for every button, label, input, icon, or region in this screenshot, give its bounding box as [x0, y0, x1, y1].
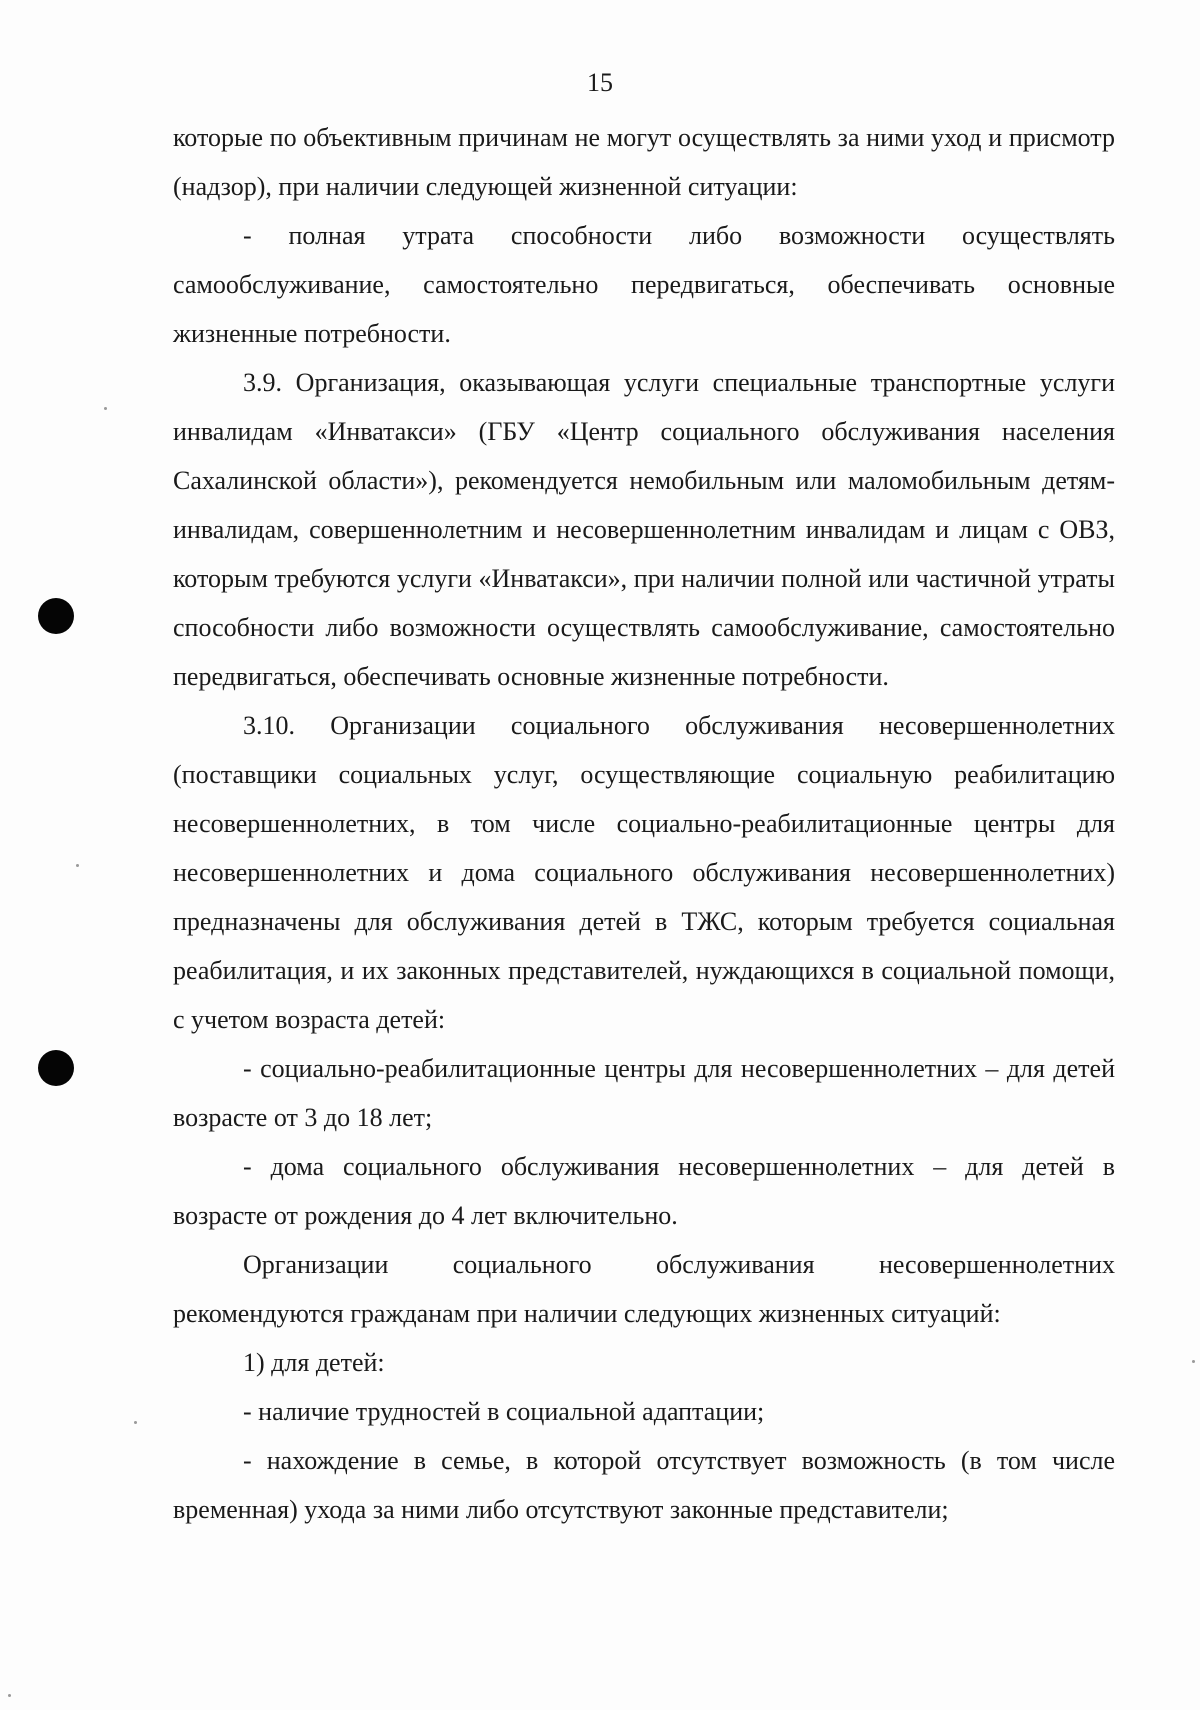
list-item-self-care-loss: - полная утрата способности либо возможности осуществлять самообслуживание, самостоятельно передвигаться, обеспечивать основные жизненные потребности.	[173, 221, 1115, 348]
punch-hole-mark	[38, 598, 74, 634]
document-body	[173, 113, 1115, 1534]
scan-speck	[134, 1421, 137, 1424]
paragraph-recommendation: Организации социального обслуживания несовершеннолетних рекомендуются гражданам при наличии следующих жизненных ситуаций:	[173, 1250, 1115, 1328]
paragraph-3-9: 3.9. Организация, оказывающая услуги специальные транспортные услуги инвалидам «Инватакси» (ГБУ «Центр социального обслуживания населения Сахалинской области»), рекомендуется немобильным или маломобильным детям-инвалидам, совершеннолетним и несовершеннолетним инвалидам и лицам с ОВЗ, которым требуются услуги «Инватакси», при наличии полной или частичной утраты способности либо возможности осуществлять самообслуживание, самостоятельно передвигаться, обеспечивать основные жизненные потребности.	[173, 368, 1115, 691]
punch-hole-mark	[38, 1050, 74, 1086]
list-heading-for-children: 1) для детей:	[243, 1348, 385, 1377]
paragraph-3-10: 3.10. Организации социального обслуживания несовершеннолетних (поставщики социальных услуг, осуществляющие социальную реабилитацию несовершеннолетних, в том числе социально-реабилитационные центры для несовершеннолетних и дома социального обслуживания несовершеннолетних) предназначены для обслуживания детей в ТЖС, которым требуется социальная реабилитация, и их законных представителей, нуждающихся в социальной помощи, с учетом возраста детей:	[173, 711, 1115, 1034]
paragraph-continuation: которые по объективным причинам не могут осуществлять за ними уход и присмотр (надзор), при наличии следующей жизненной ситуации:	[173, 123, 1115, 201]
scan-speck	[76, 864, 79, 867]
scan-speck	[1192, 1360, 1195, 1363]
scan-speck	[104, 407, 107, 410]
list-item-rehab-centers: - социально-реабилитационные центры для несовершеннолетних – для детей возрасте от 3 до 18 лет;	[173, 1054, 1115, 1132]
list-item-family-care: - нахождение в семье, в которой отсутствует возможность (в том числе временная) ухода за ними либо отсутствуют законные представители;	[173, 1446, 1115, 1524]
page-number: 15	[587, 68, 613, 97]
list-item-care-homes: - дома социального обслуживания несовершеннолетних – для детей в возрасте от рождения до 4 лет включительно.	[173, 1152, 1115, 1230]
scan-speck	[8, 1694, 11, 1697]
list-item-adaptation: - наличие трудностей в социальной адаптации;	[243, 1397, 765, 1426]
